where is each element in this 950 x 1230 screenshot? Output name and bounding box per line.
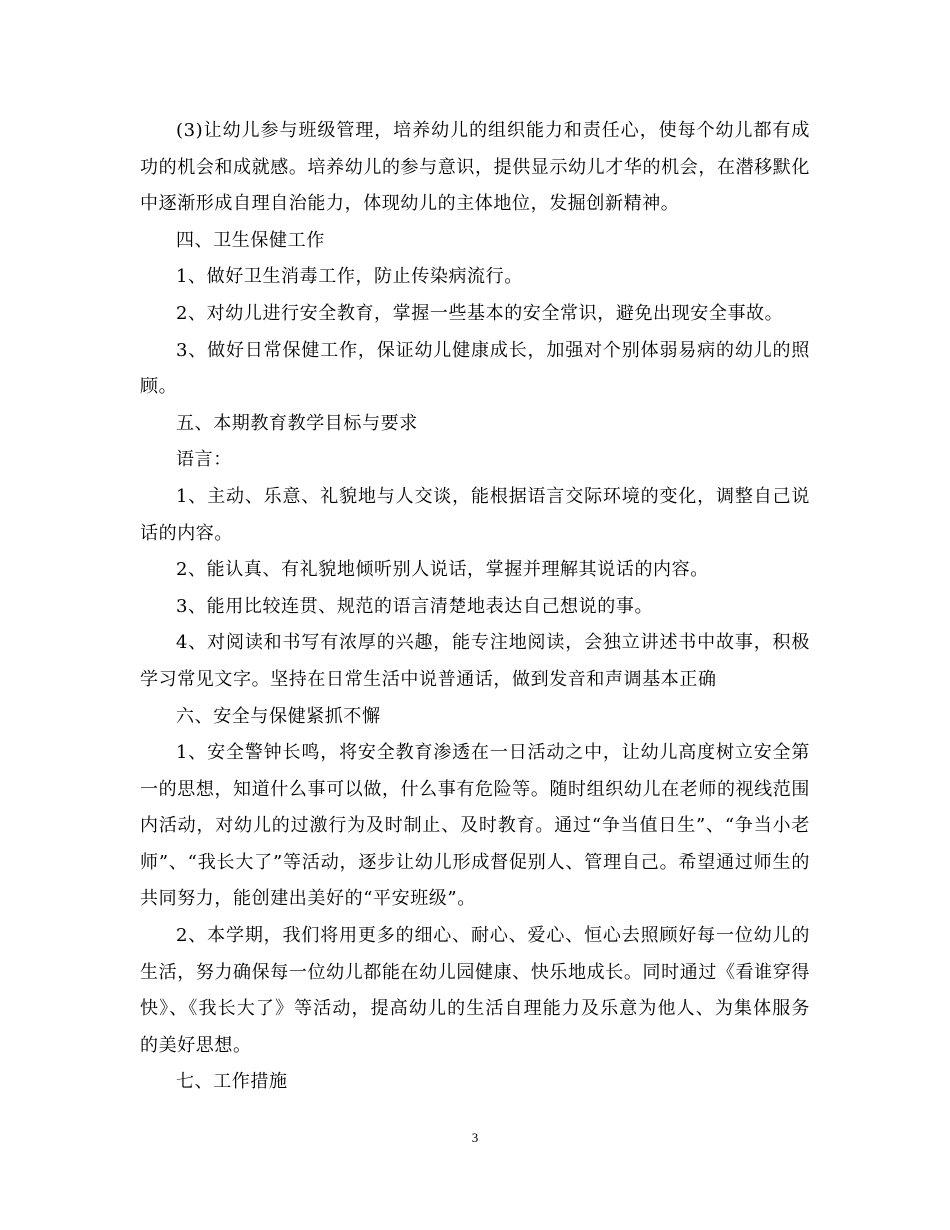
paragraph-language-goal-1: 1、主动、乐意、礼貌地与人交谈，能根据语言交际环境的变化，调整自己说话的内容。 xyxy=(140,485,810,544)
paragraph-language-goal-4: 4、对阅读和书写有浓厚的兴趣，能专注地阅读，会独立讲述书中故事，积极学习常见文字。坚持在日常生活中说普通话，做到发音和声调基本正确 xyxy=(140,632,810,690)
paragraph-language-goal-2: 2、能认真、有礼貌地倾听别人说话，掌握并理解其说话的内容。 xyxy=(176,559,709,581)
heading-work-measures: 七、工作措施 xyxy=(176,1071,288,1093)
paragraph-class-management: (3)让幼儿参与班级管理，培养幼儿的组织能力和责任心，使每个幼儿都有成功的机会和成就感。培养幼儿的参与意识，提供显示幼儿才华的机会，在潜移默化中逐渐形成自理自治能力，体现幼儿的主体地位，发掘创新精神。 xyxy=(140,120,810,215)
paragraph-disinfection: 1、做好卫生消毒工作，防止传染病流行。 xyxy=(176,266,523,288)
heading-teaching-goals: 五、本期教育教学目标与要求 xyxy=(176,412,418,434)
page-number: 3 xyxy=(471,1130,479,1145)
paragraph-safety-1: 1、安全警钟长鸣，将安全教育渗透在一日活动之中，让幼儿高度树立安全第一的思想，知道什么事可以做，什么事有危险等。随时组织幼儿在老师的视线范围内活动，对幼儿的过激行为及时制止、及时教育。通过“争当值日生”、“争当小老师”、“我长大了”等活动，逐步让幼儿形成督促别人、管理自己。希望通过师生的共同努力，能创建出美好的“平安班级”。 xyxy=(140,742,810,910)
paragraph-language-goal-3: 3、能用比较连贯、规范的语言清楚地表达自己想说的事。 xyxy=(176,595,654,617)
heading-language: 语言： xyxy=(176,449,232,471)
paragraph-daily-care: 3、做好日常保健工作，保证幼儿健康成长，加强对个别体弱易病的幼儿的照顾。 xyxy=(140,339,810,398)
paragraph-safety-2: 2、本学期，我们将用更多的细心、耐心、爱心、恒心去照顾好每一位幼儿的生活，努力确保每一位幼儿都能在幼儿园健康、快乐地成长。同时通过《看谁穿得快》、《我长大了》等活动，提高幼儿的生活自理能力及乐意为他人、为集体服务的美好思想。 xyxy=(140,925,810,1056)
heading-safety-health: 六、安全与保健紧抓不懈 xyxy=(176,705,381,727)
document-body xyxy=(140,113,810,1101)
heading-health-care: 四、卫生保健工作 xyxy=(176,229,325,251)
paragraph-safety-education: 2、对幼儿进行安全教育，掌握一些基本的安全常识，避免出现安全事故。 xyxy=(176,302,784,324)
